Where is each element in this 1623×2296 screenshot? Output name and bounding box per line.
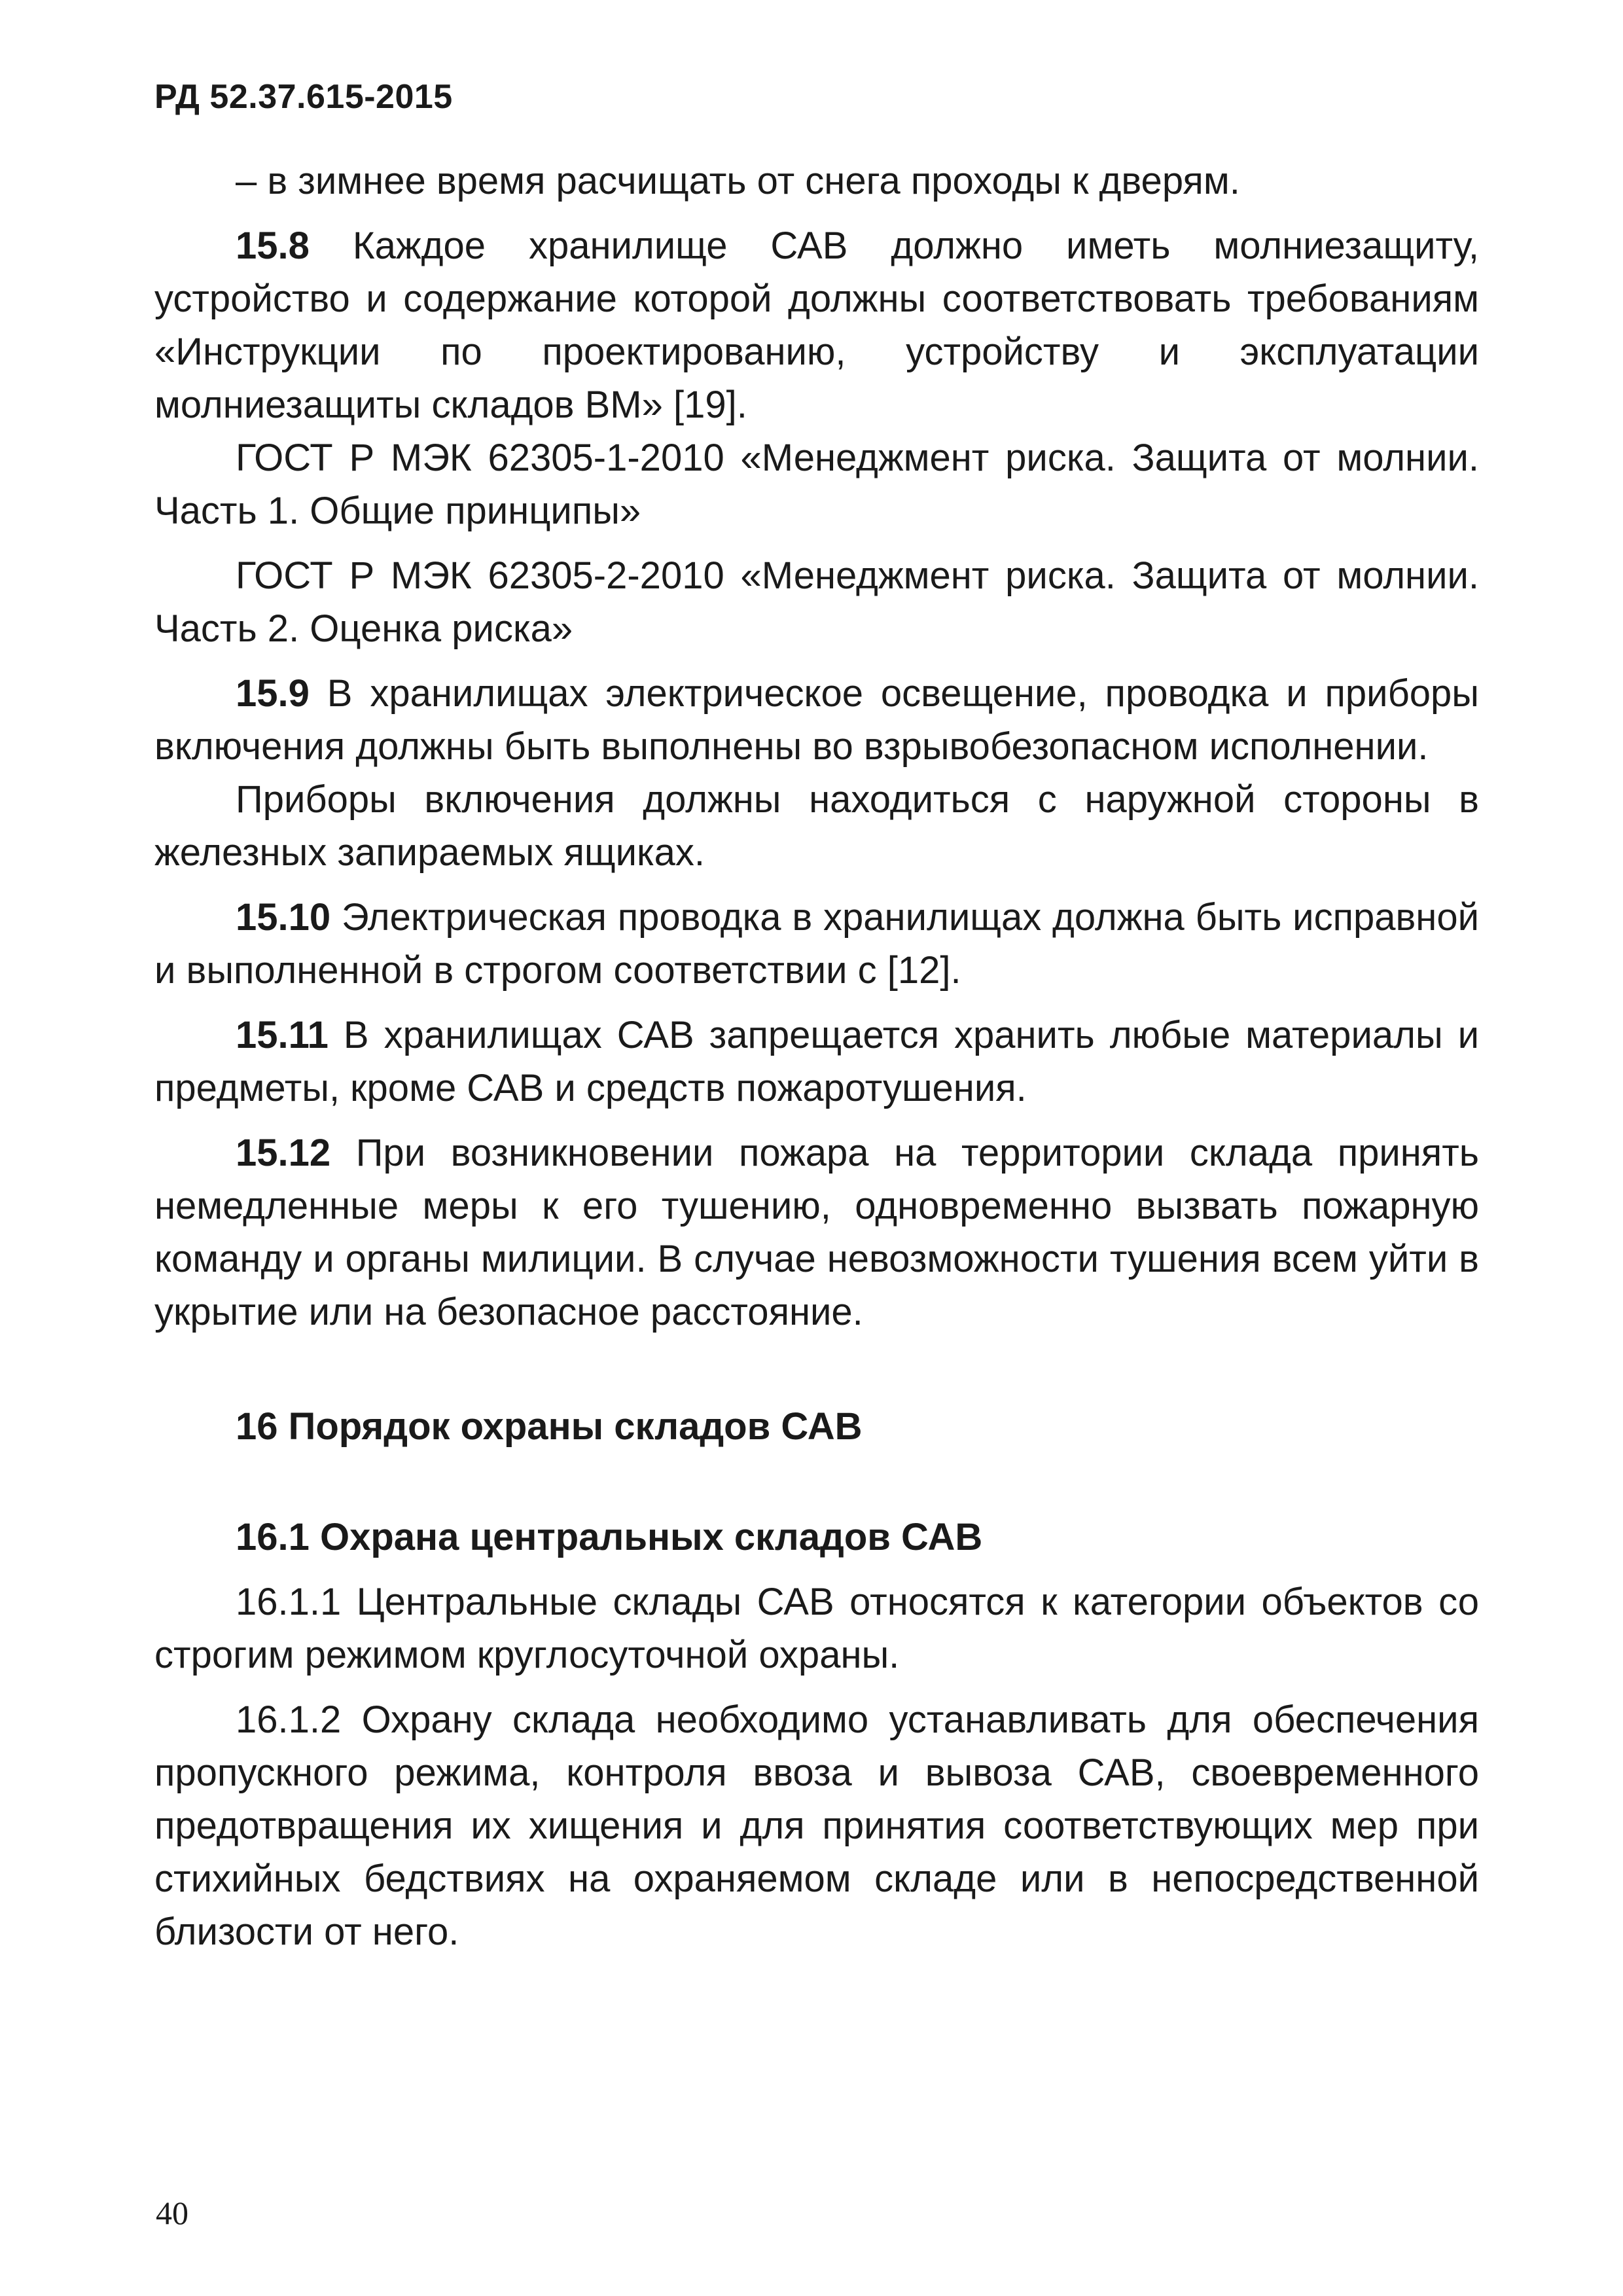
paragraph-15-11: [154, 1009, 1479, 1115]
paragraph-15-9: [154, 667, 1479, 773]
paragraph-16-1-1: 16.1.1 Центральные склады САВ относятся к категории объектов со строгим режимом круглосуточной охраны.: [154, 1581, 1479, 1676]
clause-number: 15.9: [236, 672, 310, 715]
clause-text: Электрическая проводка в хранилищах должна быть исправной и выполненной в строгом соответствии с [12].: [154, 896, 1479, 992]
clause-number: 15.12: [236, 1132, 331, 1174]
document-code: РД 52.37.615-2015: [154, 78, 453, 116]
clause-number: 15.10: [236, 896, 331, 939]
clause-text: При возникновении пожара на территории склада принять немедленные меры к его тушению, одновременно вызвать пожарную команду и органы милиции. В случае невозможности тушения всем уйти в укрытие или на безопасное расстояние.: [154, 1132, 1479, 1333]
paragraph-gost-part2: ГОСТ Р МЭК 62305-2-2010 «Менеджмент риска. Защита от молнии. Часть 2. Оценка риска»: [154, 554, 1479, 650]
clause-text: Каждое хранилище САВ должно иметь молниезащиту, устройство и содержание которой должны соответствовать требованиям «Инструкции по проектированию, устройству и эксплуатации молниезащиты складов ВМ» [19].: [154, 224, 1479, 426]
page-number: 40: [156, 2195, 188, 2231]
paragraph-15-10: [154, 891, 1479, 997]
subsection-heading: 16.1 Охрана центральных складов САВ: [236, 1516, 983, 1558]
clause-text: В хранилищах САВ запрещается хранить любые материалы и предметы, кроме САВ и средств пожаротушения.: [154, 1014, 1479, 1109]
paragraph-15-12: [154, 1126, 1479, 1338]
section-heading: 16 Порядок охраны складов САВ: [236, 1405, 863, 1448]
paragraph-winter-clearing: – в зимнее время расчищать от снега проходы к дверям.: [236, 160, 1240, 202]
clause-number: 15.8: [236, 224, 310, 267]
paragraph-15-8: [154, 219, 1479, 431]
clause-text: В хранилищах электрическое освещение, проводка и приборы включения должны быть выполнены во взрывобезопасном исполнении.: [154, 672, 1479, 768]
clause-number: 15.11: [236, 1014, 329, 1056]
paragraph-16-1-2: 16.1.2 Охрану склада необходимо устанавливать для обеспечения пропускного режима, контроля ввоза и вывоза САВ, своевременного предотвращения их хищения и для принятия соответствующих мер при стихийных бедствиях на охраняемом складе или в непосредственной близости от него.: [154, 1698, 1479, 1953]
paragraph-switch-boxes: Приборы включения должны находиться с наружной стороны в железных запираемых ящиках.: [154, 778, 1479, 874]
document-body: [154, 154, 1479, 1958]
paragraph-gost-part1: ГОСТ Р МЭК 62305-1-2010 «Менеджмент риска. Защита от молнии. Часть 1. Общие принципы»: [154, 437, 1479, 532]
